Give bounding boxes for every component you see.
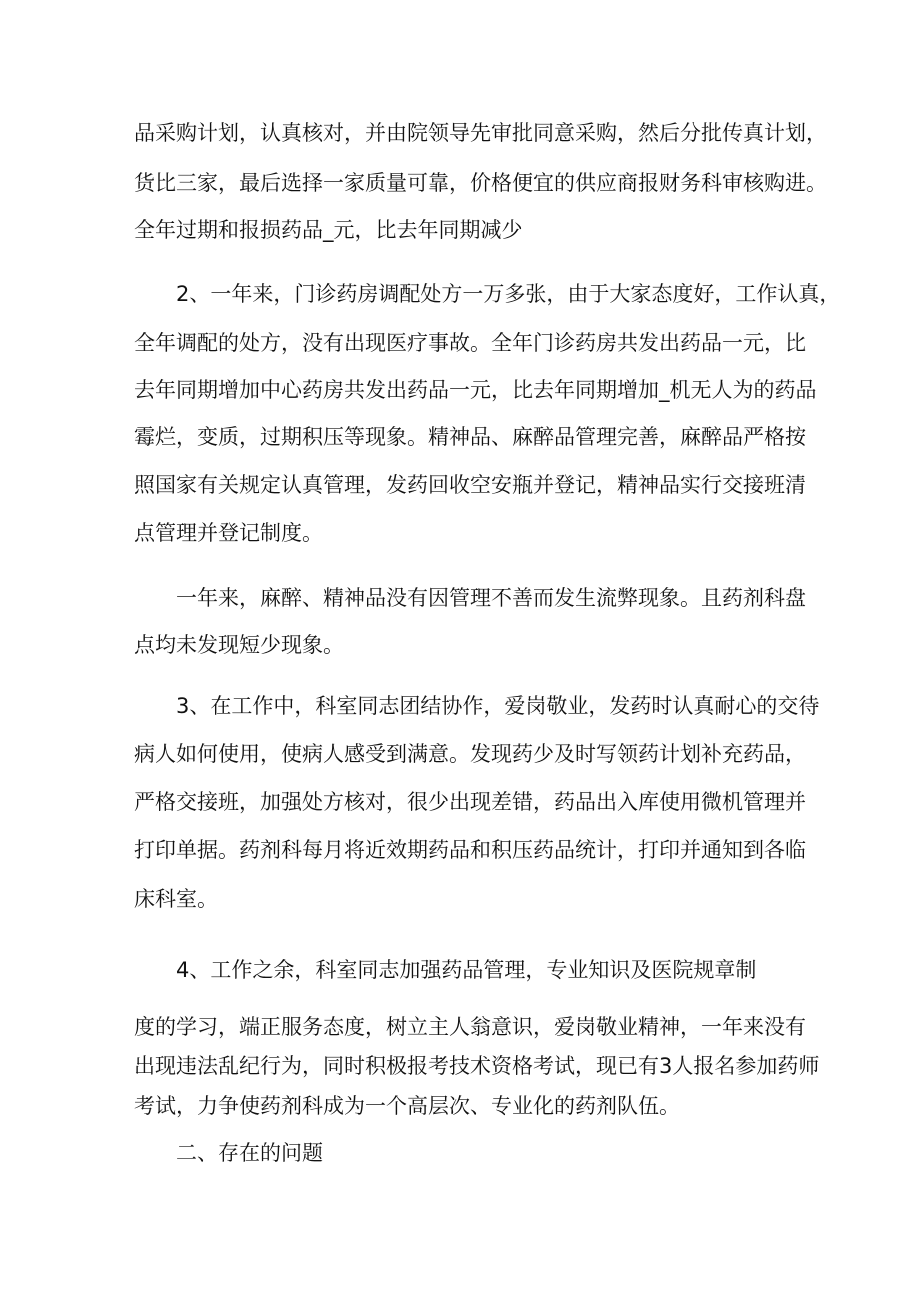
- section-heading-issues: 二、存在的问题: [176, 1141, 323, 1165]
- paragraph-3-line-1: 一年来，麻醉、精神品没有因管理不善而发生流弊现象。且药剂科盘: [176, 586, 806, 610]
- paragraph-2-line-6: 点管理并登记制度。: [134, 521, 323, 545]
- paragraph-2-line-5: 照国家有关规定认真管理，发药回收空安瓶并登记，精神品实行交接班清: [134, 473, 806, 497]
- paragraph-4-line-1: 3、在工作中，科室同志团结协作，爱岗敬业，发药时认真耐心的交待: [176, 694, 820, 718]
- paragraph-2-line-2: 全年调配的处方，没有出现医疗事故。全年门诊药房共发出药品一元，比: [134, 331, 806, 355]
- paragraph-2-line-1: 2、一年来，门诊药房调配处方一万多张，由于大家态度好，工作认真，: [176, 282, 841, 306]
- paragraph-2-line-4: 霉烂，变质，过期积压等现象。精神品、麻醉品管理完善，麻醉品严格按: [134, 425, 806, 449]
- paragraph-4-line-4: 打印单据。药剂科每月将近效期药品和积压药品统计，打印并通知到各临: [134, 838, 806, 862]
- paragraph-4-line-2: 病人如何使用，使病人感受到满意。发现药少及时写领药计划补充药品，: [134, 742, 806, 766]
- paragraph-1-line-1: 品采购计划，认真核对，并由院领导先审批同意采购，然后分批传真计划，: [134, 121, 827, 145]
- paragraph-3-line-2: 点均未发现短少现象。: [134, 633, 344, 657]
- paragraph-6-line-3: 考试，力争使药剂科成为一个高层次、专业化的药剂队伍。: [134, 1094, 680, 1118]
- paragraph-2-line-3: 去年同期增加中心药房共发出药品一元，比去年同期增加_机无人为的药品: [134, 378, 817, 402]
- paragraph-1-line-3: 全年过期和报损药品_元，比去年同期减少: [134, 218, 523, 242]
- paragraph-6-line-1: 度的学习，端正服务态度，树立主人翁意识，爱岗敬业精神，一年来没有: [134, 1015, 806, 1039]
- paragraph-4-line-5: 床科室。: [134, 887, 218, 911]
- paragraph-1-line-2: 货比三家，最后选择一家质量可靠，价格便宜的供应商报财务科审核购进。: [134, 171, 827, 195]
- paragraph-6-line-2: 出现违法乱纪行为，同时积极报考技术资格考试，现已有3人报名参加药师: [134, 1054, 820, 1078]
- paragraph-4-line-3: 严格交接班，加强处方核对，很少出现差错，药品出入库使用微机管理并: [134, 790, 806, 814]
- paragraph-5-line-1: 4、工作之余，科室同志加强药品管理，专业知识及医院规章制: [176, 958, 757, 982]
